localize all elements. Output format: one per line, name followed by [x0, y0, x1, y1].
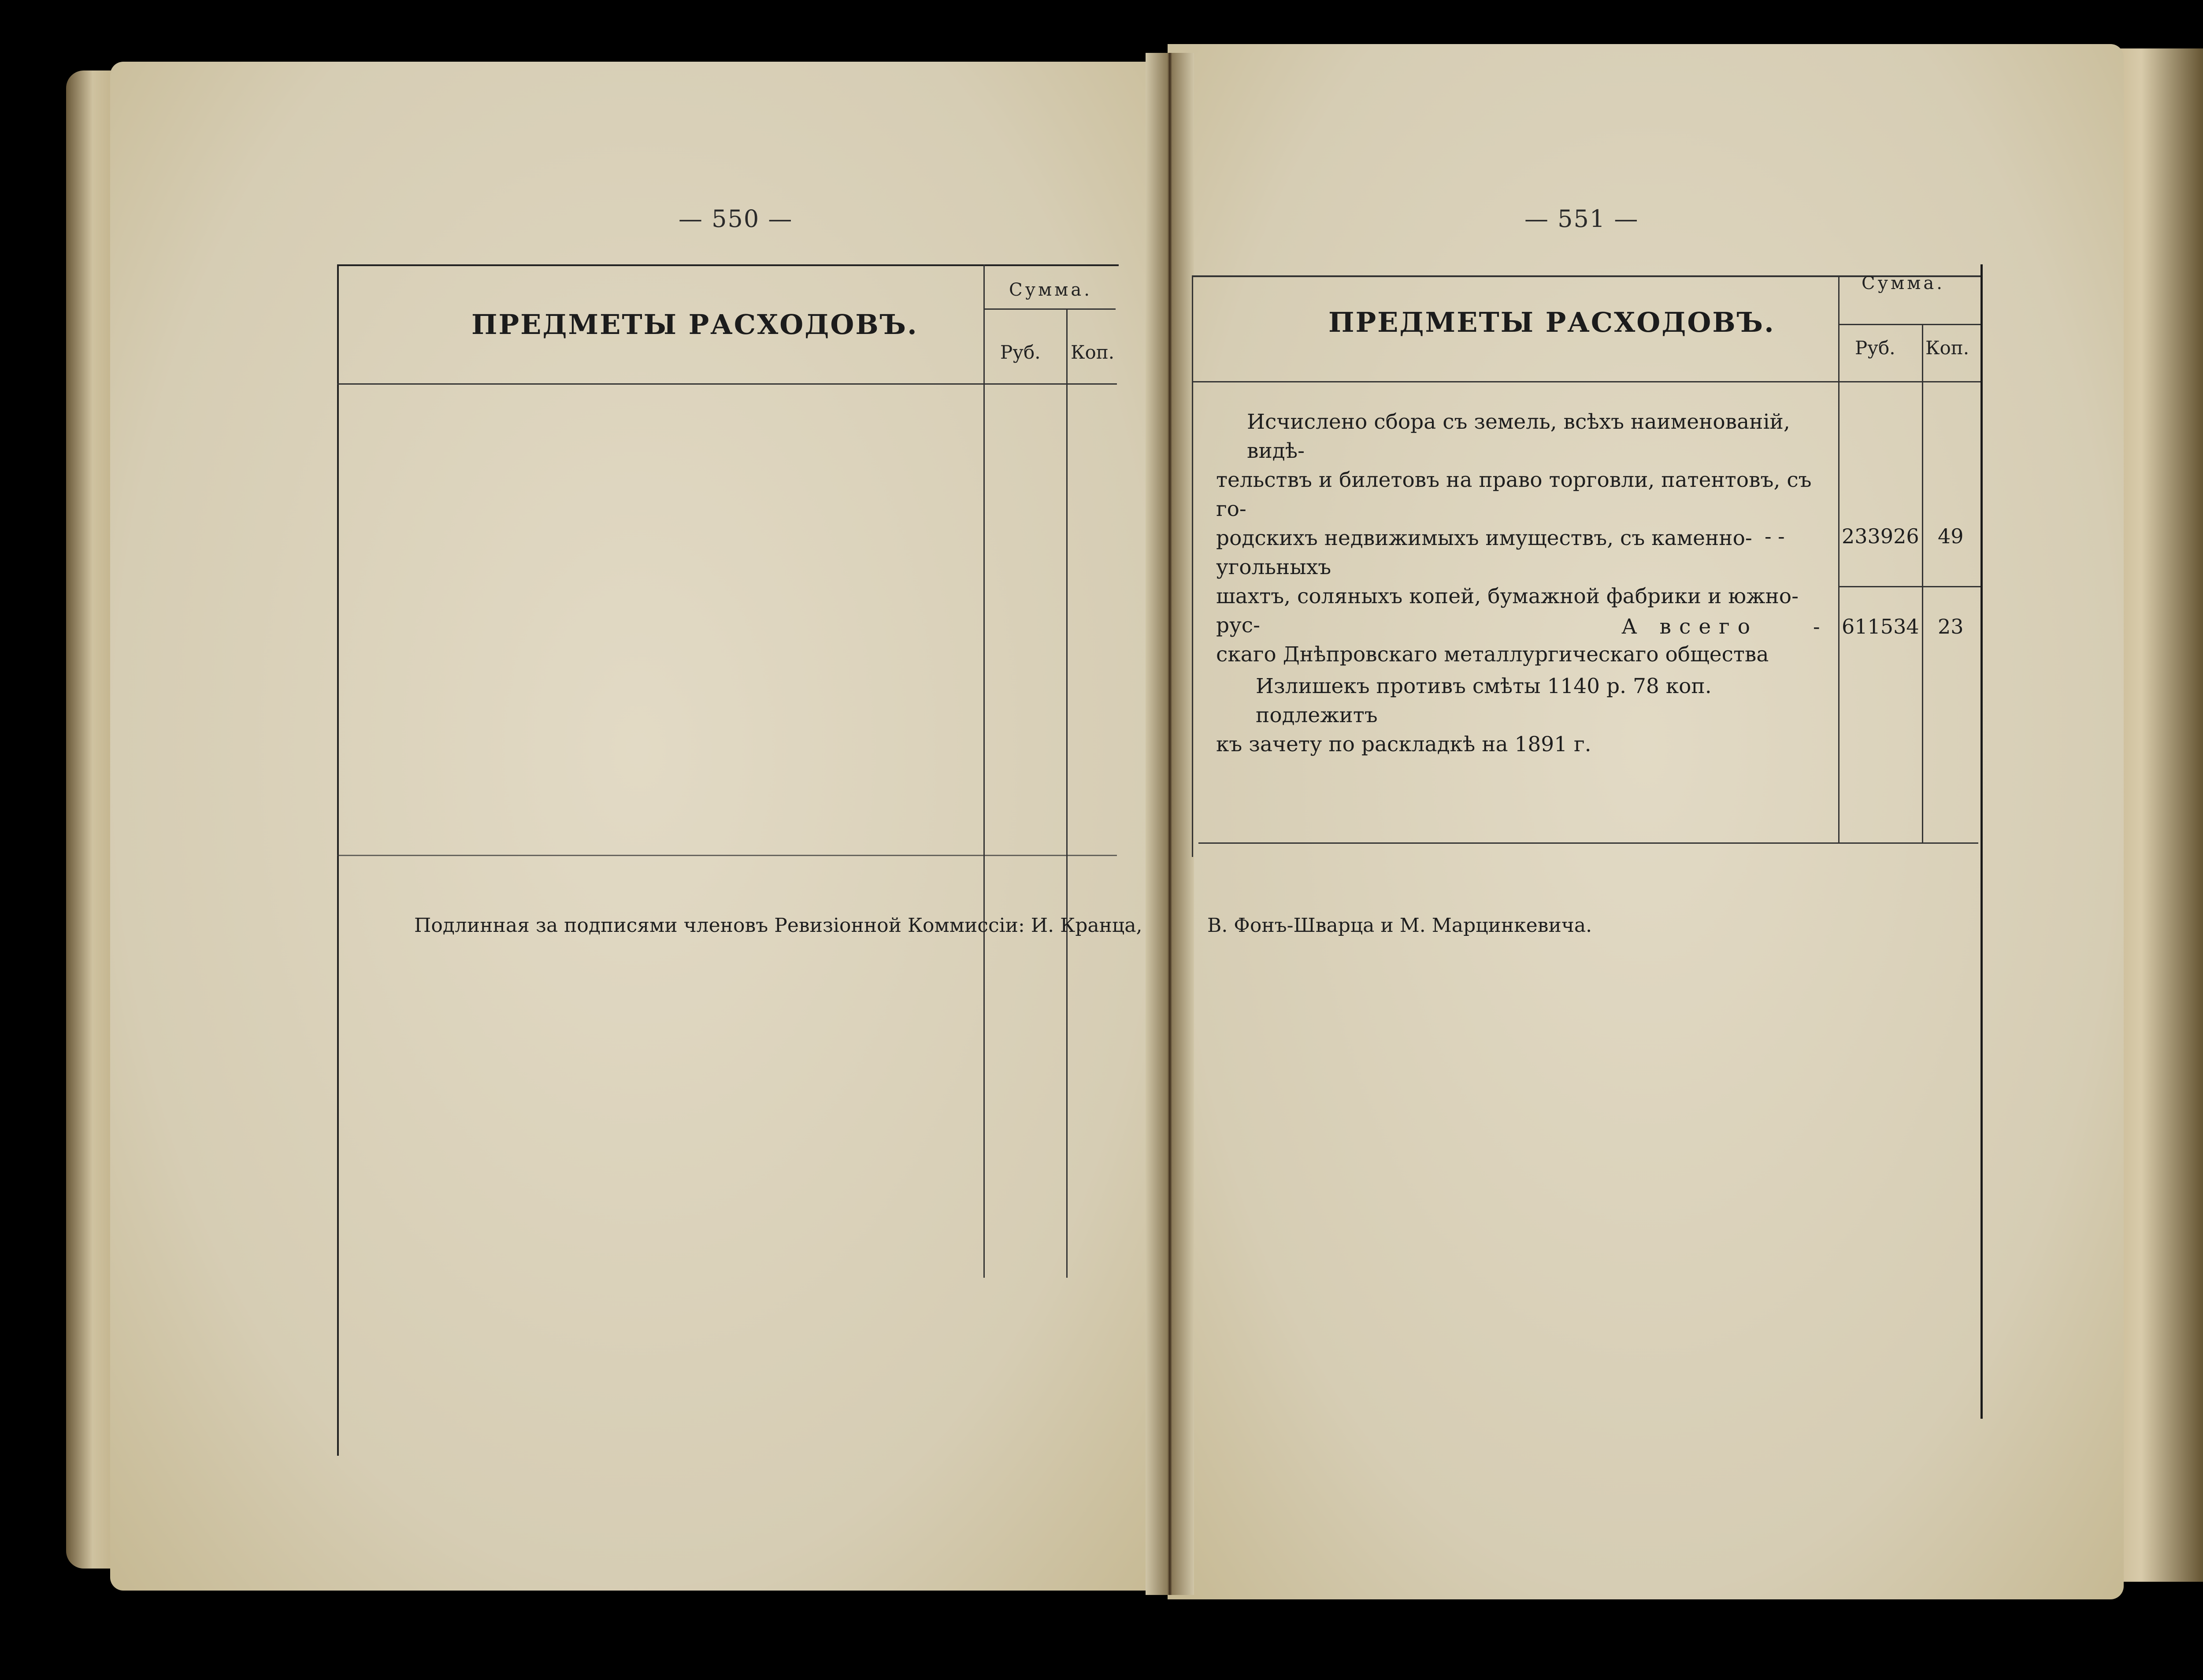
entry-line: тельствъ и билетовъ на право торговли, патентовъ, съ го- [1216, 468, 1812, 521]
right-table-right-rule [1980, 264, 1983, 1419]
right-table-col-divider-main [1838, 275, 1840, 844]
total-label: А всего [1621, 615, 1758, 639]
surplus-line: къ зачету по раскладкѣ на 1891 г. [1216, 732, 1591, 757]
page-number-right: — 551 — [1524, 205, 1639, 233]
left-table-col-divider-main [983, 264, 985, 1278]
entry-dash: - - [1765, 524, 1785, 548]
entry-line: Исчислено сбора съ земель, всѣхъ наименованій, видѣ- [1247, 410, 1790, 463]
left-page-heading: ПРЕДМЕТЫ РАСХОДОВЪ. [471, 308, 918, 341]
left-kop-header: Коп. [1071, 341, 1115, 363]
right-table-col-divider-kop [1922, 324, 1923, 844]
total-kop-value: 23 [1938, 615, 1964, 638]
entry-rub-value: 233926 [1842, 524, 1919, 548]
surplus-text [1216, 672, 1837, 759]
entry-line: скаго Днѣпровскаго металлургическаго общества [1216, 642, 1769, 667]
entry-kop-value: 49 [1938, 524, 1964, 548]
left-rub-header: Руб. [1000, 341, 1041, 363]
page-number-left: — 550 — [679, 205, 793, 233]
left-table-header-sum-rule [983, 308, 1116, 310]
right-table-left-rule [1192, 275, 1193, 857]
left-signature-line: Подлинная за подписями членовъ Ревизіонной Коммиссіи: И. Кранца, [414, 914, 1142, 937]
total-dash: - [1813, 615, 1820, 638]
left-table [337, 264, 1119, 1456]
entry-line: шахтъ, соляныхъ копей, бумажной фабрики и южно-рус- [1216, 584, 1799, 638]
right-rub-header: Руб. [1855, 337, 1895, 359]
total-rub-value: 611534 [1842, 615, 1919, 638]
left-table-section-rule [337, 855, 1117, 856]
left-table-col-divider-kop [1066, 308, 1068, 1278]
left-sum-header: Сумма. [1009, 280, 1092, 300]
book-gutter [1146, 53, 1194, 1595]
right-signature-line: В. Фонъ-Шварца и М. Марцинкевича. [1207, 914, 1592, 937]
right-table-header-sum-rule [1838, 324, 1980, 325]
right-kop-header: Коп. [1925, 337, 1969, 359]
right-sum-header: Сумма. [1862, 273, 1945, 293]
right-table-bottom-rule [1198, 842, 1978, 844]
left-table-header-rule [337, 383, 1117, 385]
surplus-line: Излишекъ противъ смѣты 1140 р. 78 коп. подлежитъ [1256, 674, 1712, 727]
right-table-subtotal-rule [1838, 586, 1980, 587]
right-page-heading: ПРЕДМЕТЫ РАСХОДОВЪ. [1328, 306, 1775, 338]
entry-line: родскихъ недвижимыхъ имуществъ, съ каменно-угольныхъ [1216, 526, 1752, 579]
right-table-header-rule [1192, 381, 1980, 382]
